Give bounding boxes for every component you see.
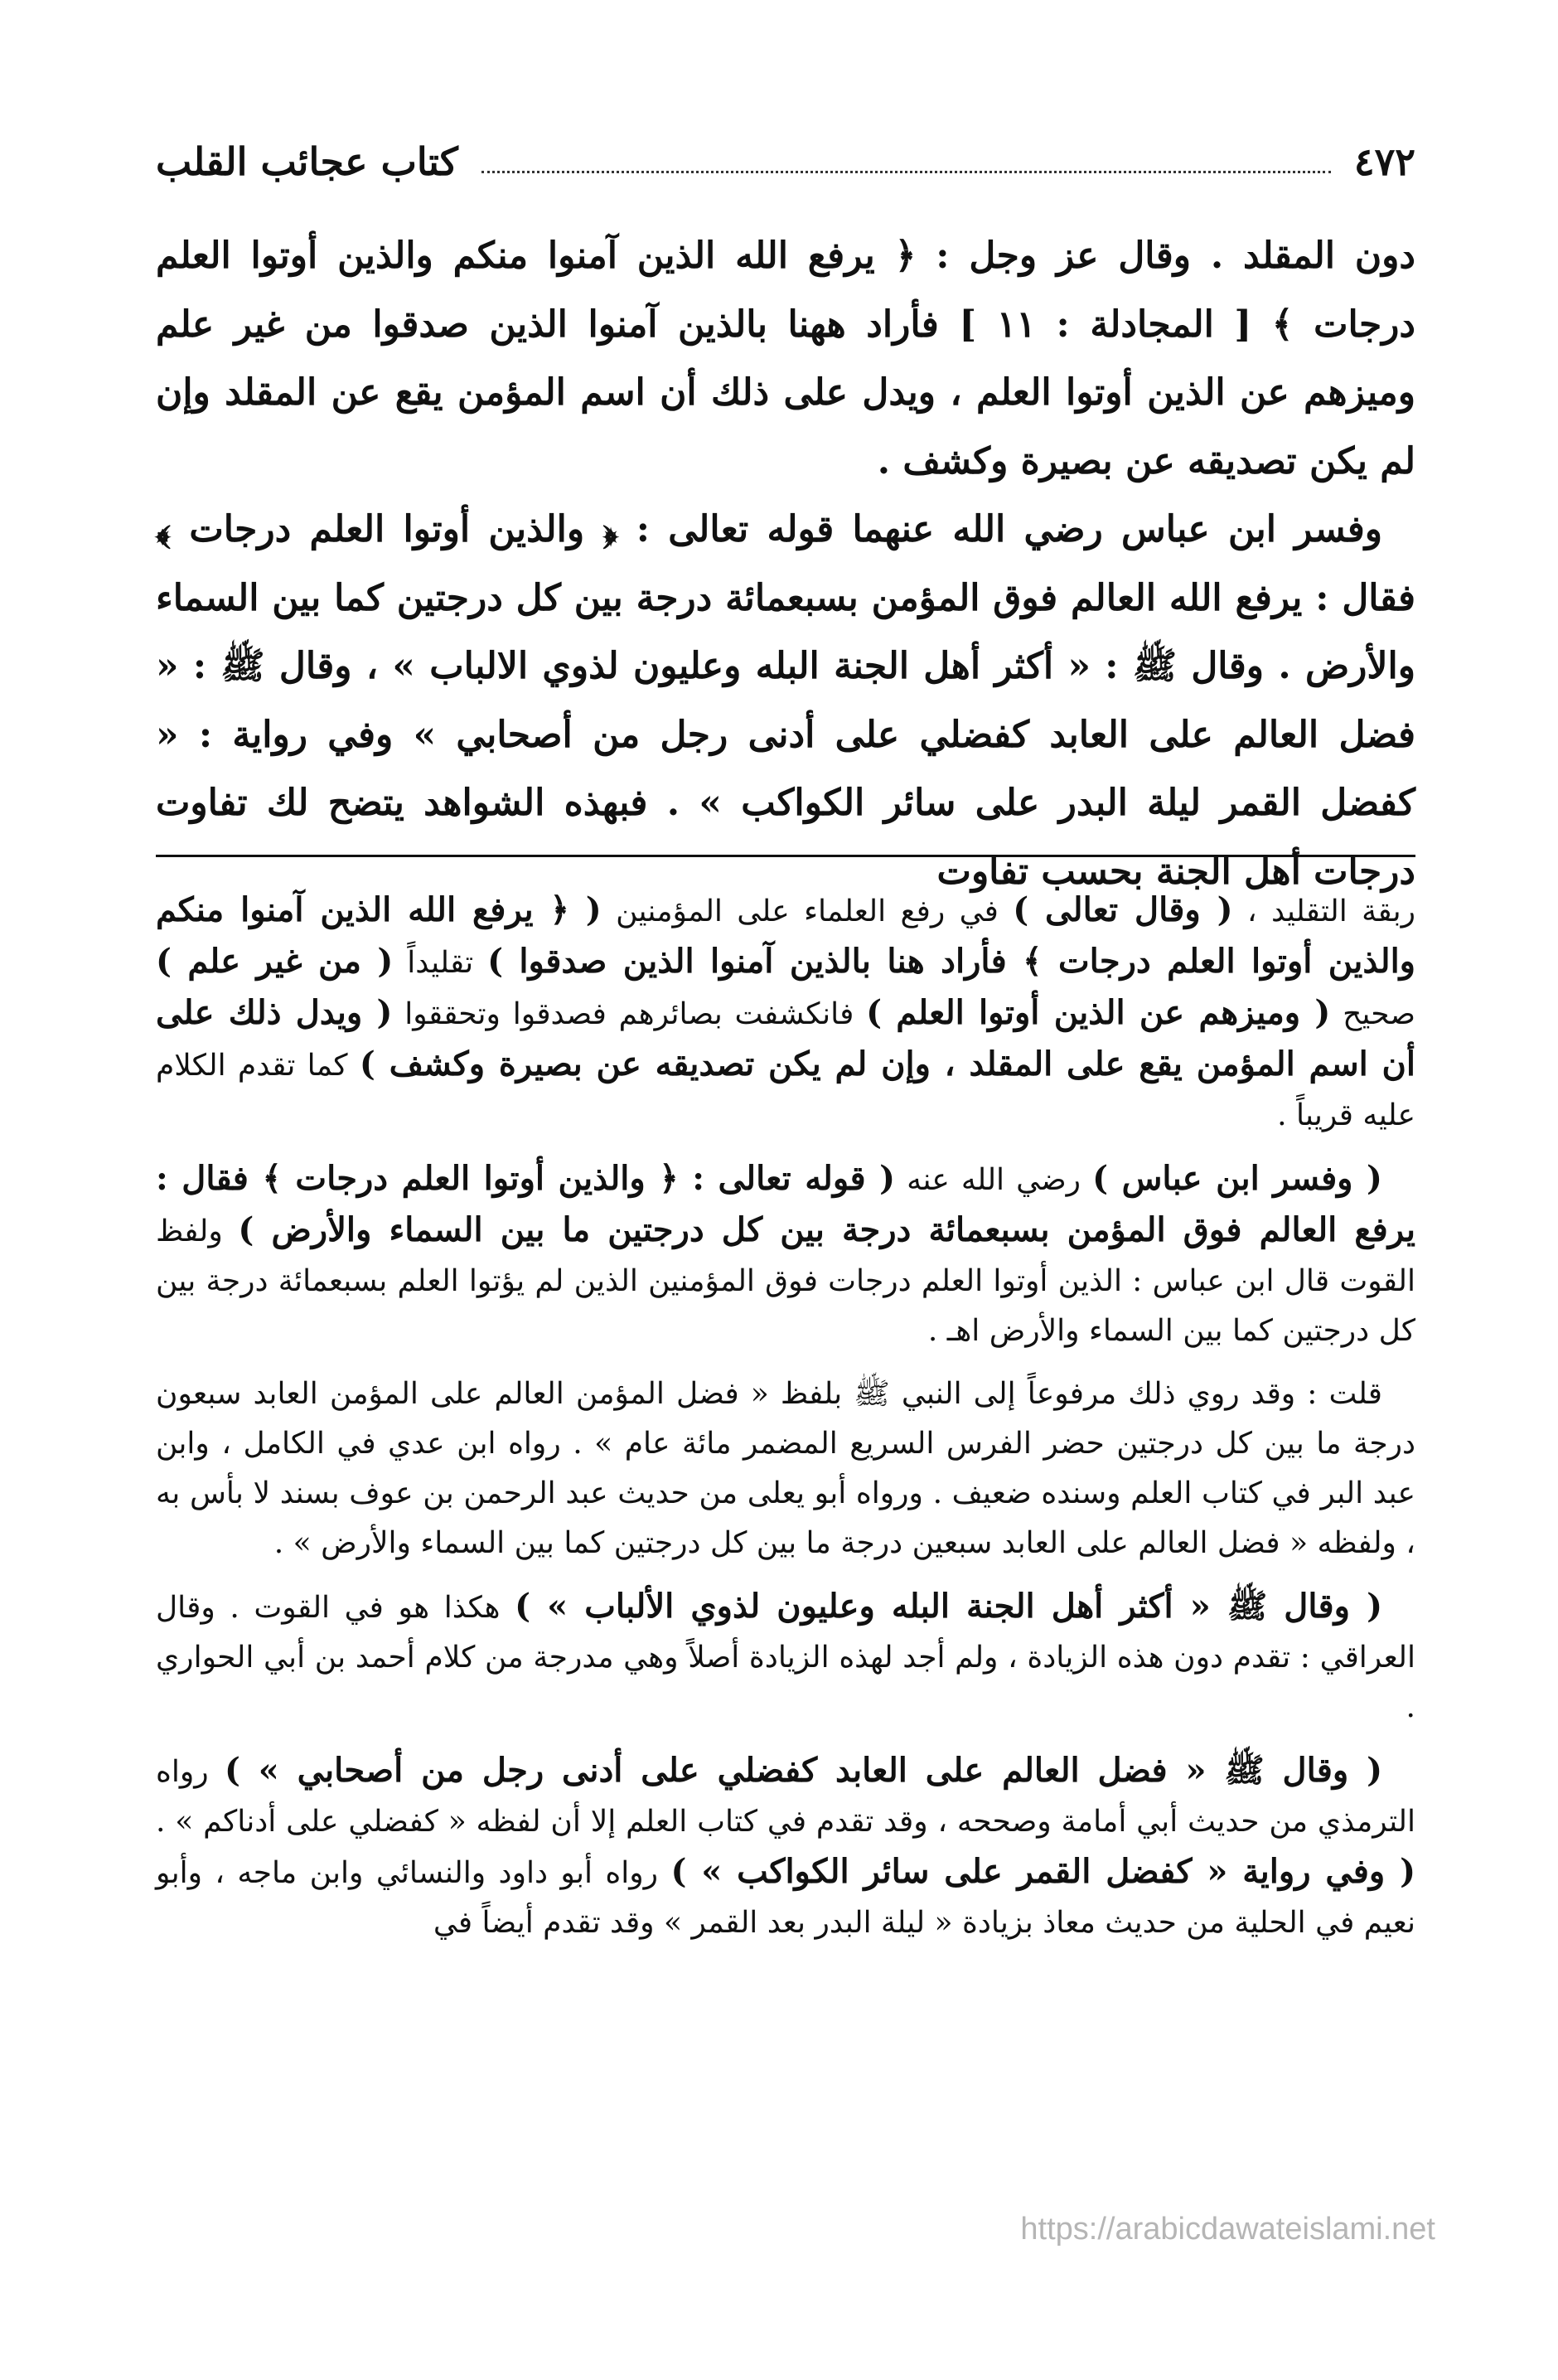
commentary-quote: ( وميزهم عن الذين أوتوا العلم ) — [866, 993, 1331, 1032]
commentary-text: هكذا هو في القوت . وقال العراقي : تقدم دون هذه الزيادة ، ولم أجد لهذه الزيادة أصلاً وهي مدرجة من كلام أحمد بن أبي الحواري . — [156, 1591, 1415, 1724]
commentary-quote: ( وقال تعالى ) — [1013, 890, 1233, 929]
commentary-text: كما تقدم الكلام عليه قريباً . — [156, 1049, 1415, 1132]
commentary-text: تقليداً — [393, 946, 488, 980]
commentary-quote: ( وقال ﷺ « أكثر أهل الجنة البله وعليون لذوي الألباب » ) — [515, 1587, 1382, 1626]
commentary-paragraph — [156, 1582, 1415, 1733]
footnote-divider — [156, 855, 1415, 857]
commentary-text: قلت : وقد روي ذلك مرفوعاً إلى النبي ﷺ بلفظ « فضل المؤمن العالم على المؤمن العابد سبعون درجة ما بين كل درجتين حضر الفرس السريع المضمر مائة عام » . رواه ابن عدي في الكامل ، وابن عبد البر في كتاب العلم وسنده ضعيف . ورواه أبو يعلى من حديث عبد الرحمن بن عوف بسند لا بأس به ، ولفظه « فضل العالم على العابد سبعين درجة ما بين كل درجتين كما بين السماء والأرض » . — [156, 1377, 1415, 1560]
commentary-paragraph — [156, 1154, 1415, 1356]
commentary-paragraph — [156, 885, 1415, 1141]
main-paragraph: دون المقلد . وقال عز وجل : ﴿ يرفع الله الذين آمنوا منكم والذين أوتوا العلم درجات ﴾ [ المجادلة : ١١ ] فأراد ههنا بالذين آمنوا الذين صدقوا من غير علم وميزهم عن الذين أوتوا العلم ، ويدل على ذلك أن اسم المؤمن يقع عن المقلد وإن لم يكن تصديقه عن بصيرة وكشف . — [156, 235, 1416, 482]
commentary-text: رواه أبو داود والنسائي وابن ماجه ، وأبو نعيم في الحلية من حديث معاذ بزيادة « ليلة البدر بعد القمر » وقد تقدم أيضاً في — [156, 1856, 1415, 1940]
page-header — [156, 133, 1415, 191]
main-text — [156, 222, 1415, 906]
commentary-text: رواه الترمذي من حديث أبي أمامة وصححه ، وقد تقدم في كتاب العلم إلا أن لفظه « كفضلي على أدناكم » . — [156, 1755, 1415, 1839]
commentary-paragraph — [156, 1369, 1415, 1568]
book-title: كتاب عجائب القلب — [156, 139, 458, 184]
commentary-quote: ( وفسر ابن عباس ) — [1092, 1159, 1382, 1198]
commentary-text: رضي الله عنه — [895, 1163, 1093, 1197]
page-number: ٤٧٢ — [1353, 139, 1415, 184]
main-paragraph: وفسر ابن عباس رضي الله عنهما قوله تعالى : ﴿ والذين أوتوا العلم درجات ﴾ فقال : يرفع الله العالم فوق المؤمن بسبعمائة درجة بين كل درجتين كما بين السماء والأرض . وقال ﷺ : « أكثر أهل الجنة البله وعليون لذوي الالباب » ، وقال ﷺ : « فضل العالم على العابد كفضلي على أدنى رجل من أصحابي » وفي رواية : « كفضل القمر ليلة البدر على سائر الكواكب » . فبهذه الشواهد يتضح لك تفاوت درجات أهل الجنة بحسب تفاوت — [156, 508, 1415, 893]
commentary-quote: ( وفي رواية « كفضل القمر على سائر الكواكب » ) — [670, 1852, 1415, 1891]
commentary-text: صحيح — [1330, 997, 1415, 1031]
commentary-paragraph — [156, 1746, 1415, 1948]
commentary — [156, 885, 1415, 1961]
commentary-text: ربقة التقليد ، — [1232, 894, 1416, 928]
commentary-text: في رفع العلماء على المؤمنين — [601, 894, 1014, 928]
commentary-quote: ( من غير علم ) — [156, 942, 394, 981]
commentary-quote: ( قوله تعالى : ﴿ والذين أوتوا العلم درجات ﴾ فقال : يرفع العالم فوق المؤمن بسبعمائة درجة بين كل درجتين ما بين السماء والأرض ) — [156, 1159, 1415, 1249]
dotted-leader — [481, 171, 1331, 173]
commentary-text: فانكشفت بصائرهم فصدقوا وتحققوا — [392, 997, 867, 1031]
commentary-quote: ( ويدل ذلك على أن اسم المؤمن يقع على المقلد ، وإن لم يكن تصديقه عن بصيرة وكشف ) — [156, 993, 1415, 1083]
commentary-text: ولفظ القوت قال ابن عباس : الذين أوتوا العلم درجات فوق المؤمنين الذين لم يؤتوا العلم بسبعمائة درجة بين كل درجتين كما بين السماء والأرض اهـ . — [156, 1214, 1415, 1348]
commentary-quote: ( وقال ﷺ « فضل العالم على العابد كفضلي على أدنى رجل من أصحابي » ) — [225, 1751, 1383, 1790]
watermark-url: https://arabicdawateislami.net — [1020, 2212, 1435, 2247]
commentary-quote: ( ﴿ يرفع الله الذين آمنوا منكم والذين أوتوا العلم درجات ﴾ فأراد هنا بالذين آمنوا الذين صدقوا ) — [156, 890, 1415, 981]
